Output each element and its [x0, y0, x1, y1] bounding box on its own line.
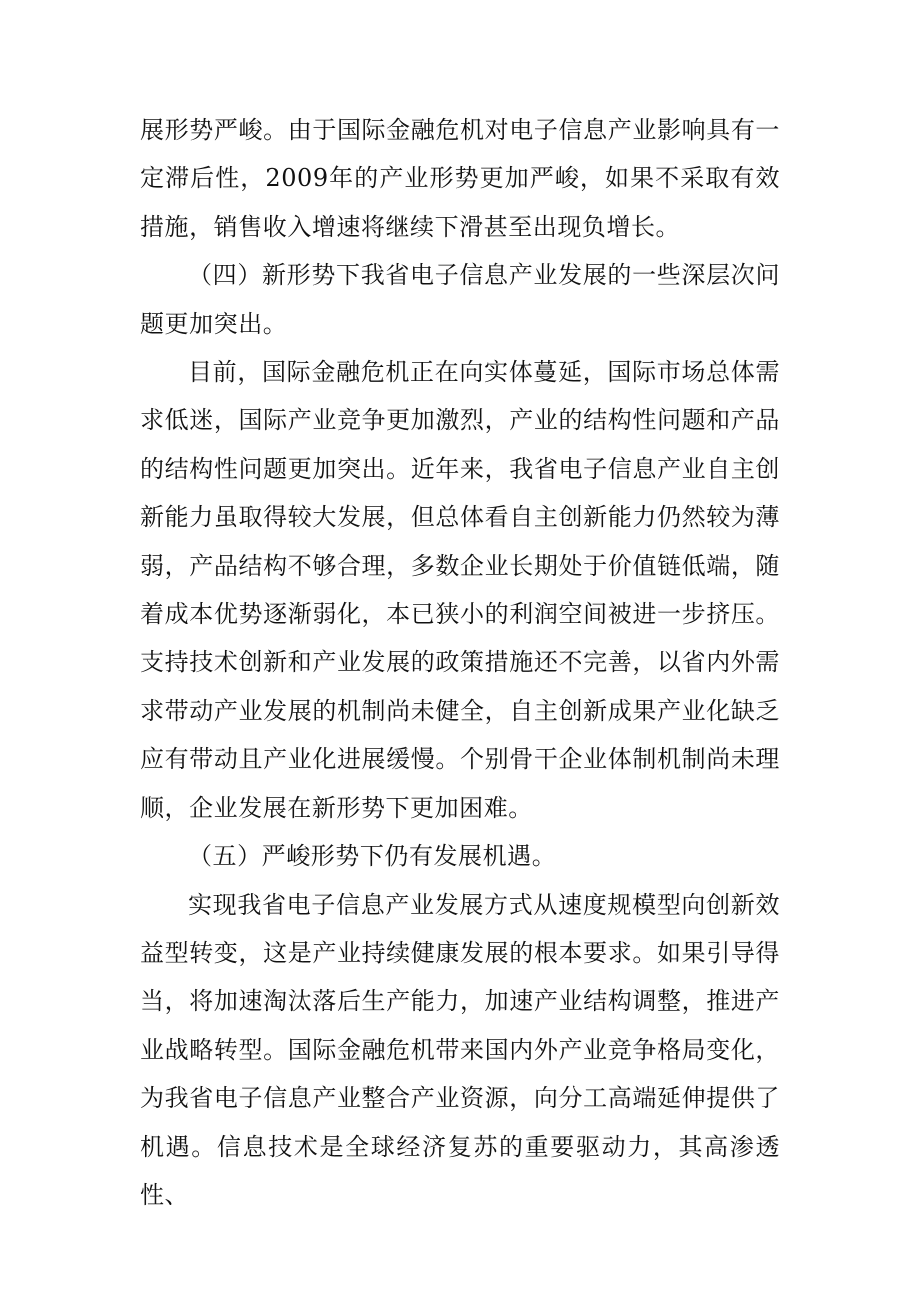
- section-heading-5: （五）严峻形势下仍有发展机遇。: [188, 842, 557, 871]
- document-body: [140, 106, 780, 1219]
- paragraph-deep-issues: 目前，国际金融危机正在向实体蔓延，国际市场总体需求低迷，国际产业竞争更加激烈，产业的结构性问题和产品的结构性问题更加突出。近年来，我省电子信息产业自主创新能力虽取得较大发展，但总体看自主创新能力仍然较为薄弱，产品结构不够合理，多数企业长期处于价值链低端，随着成本优势逐渐弱化，本已狭小的利润空间被进一步挤压。支持技术创新和产业发展的政策措施还不完善，以省内外需求带动产业发展的机制尚未健全，自主创新成果产业化缺乏应有带动且产业化进展缓慢。个别骨干企业体制机制尚未理顺，企业发展在新形势下更加困难。: [140, 358, 780, 822]
- paragraph-continuation: 展形势严峻。由于国际金融危机对电子信息产业影响具有一定滞后性，2009年的产业形势更加严峻，如果不采取有效措施，销售收入增速将继续下滑甚至出现负增长。: [140, 116, 780, 241]
- section-heading-4: （四）新形势下我省电子信息产业发展的一些深层次问题更加突出。: [140, 261, 780, 338]
- paragraph-opportunities: 实现我省电子信息产业发展方式从速度规模型向创新效益型转变，这是产业持续健康发展的根本要求。如果引导得当，将加速淘汰落后生产能力，加速产业结构调整，推进产业战略转型。国际金融危机带来国内外产业竞争格局变化，为我省电子信息产业整合产业资源，向分工高端延伸提供了机遇。信息技术是全球经济复苏的重要驱动力，其高渗透性、: [140, 890, 780, 1209]
